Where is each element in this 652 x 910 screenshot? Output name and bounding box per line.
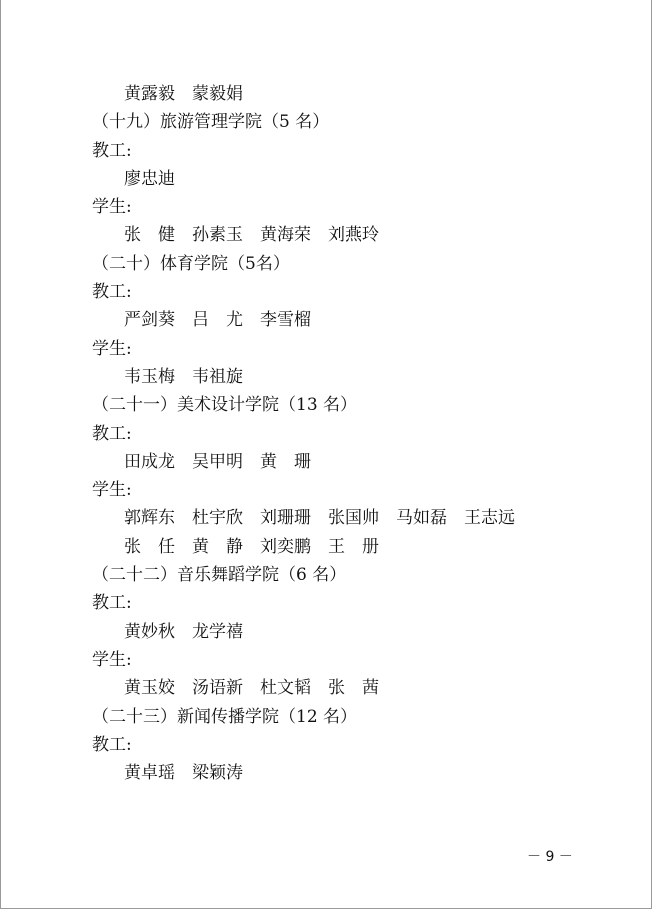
category-label: 教工: xyxy=(92,734,132,755)
page-number: － 9 － xyxy=(527,849,573,865)
name-list: 严剑葵 吕 尤 李雪榴 xyxy=(124,310,311,331)
section-heading: （二十三）新闻传播学院（12 名） xyxy=(92,706,358,727)
section-heading: （二十一）美术设计学院（13 名） xyxy=(92,395,358,416)
category-label: 教工: xyxy=(92,423,132,444)
name-list: 韦玉梅 韦祖旋 xyxy=(124,366,243,387)
name-list: 黄露毅 蒙毅娟 xyxy=(124,84,243,104)
category-label: 教工: xyxy=(92,282,132,303)
section-heading: （二十）体育学院（5名） xyxy=(92,253,290,274)
category-label: 学生: xyxy=(92,338,132,359)
section-heading: （十九）旅游管理学院（5 名） xyxy=(92,112,330,133)
category-label: 学生: xyxy=(92,197,132,218)
name-list: 黄玉姣 汤语新 杜文韬 张 茜 xyxy=(124,678,379,699)
name-list: 黄妙秋 龙学禧 xyxy=(124,621,243,642)
category-label: 学生: xyxy=(92,649,132,670)
document-body xyxy=(92,80,612,787)
name-list: 郭辉东 杜宇欣 刘珊珊 张国帅 马如磊 王志远 xyxy=(124,508,515,529)
name-list: 田成龙 吴甲明 黄 珊 xyxy=(124,451,311,472)
name-list: 张 任 黄 静 刘奕鹏 王 册 xyxy=(124,536,379,557)
name-list: 张 健 孙素玉 黄海荣 刘燕玲 xyxy=(124,225,379,246)
category-label: 教工: xyxy=(92,140,132,161)
category-label: 教工: xyxy=(92,593,132,614)
name-list: 黄卓瑶 梁颖涛 xyxy=(124,763,243,784)
name-list: 廖忠迪 xyxy=(124,168,175,189)
category-label: 学生: xyxy=(92,480,132,501)
section-heading: （二十二）音乐舞蹈学院（6 名） xyxy=(92,565,347,586)
